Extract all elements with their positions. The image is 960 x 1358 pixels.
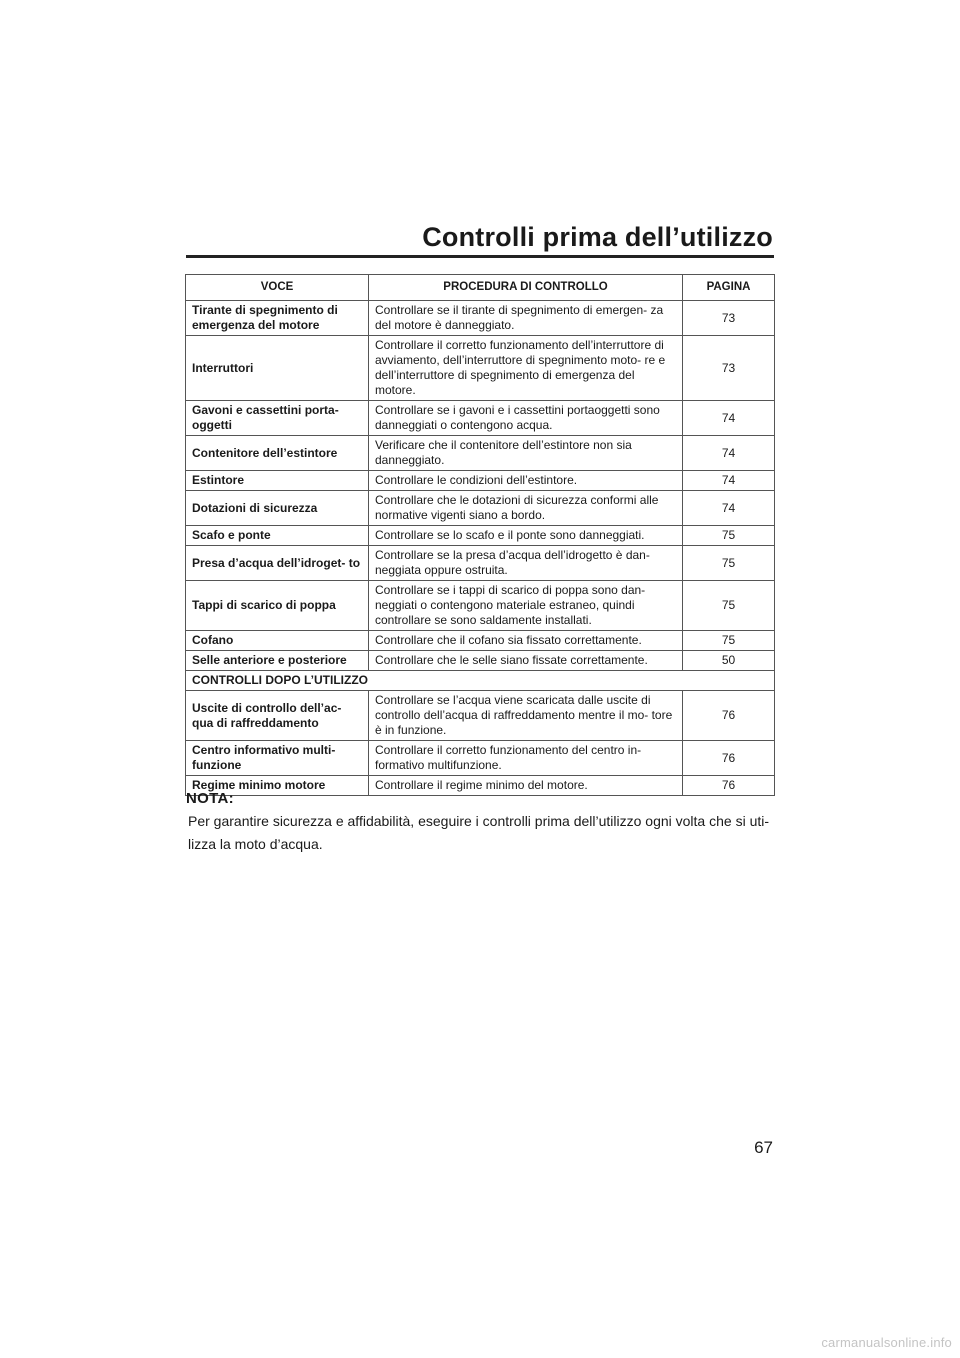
watermark: carmanualsonline.info [821, 1335, 952, 1350]
row-page: 74 [683, 491, 775, 526]
row-item: Regime minimo motore [186, 776, 369, 796]
row-item: Selle anteriore e posteriore [186, 651, 369, 671]
title-rule [186, 255, 774, 258]
row-procedure: Controllare le condizioni dell’estintore. [369, 471, 683, 491]
row-page: 74 [683, 436, 775, 471]
row-item: Tirante di spegnimento di emergenza del motore [186, 301, 369, 336]
table-row [186, 631, 775, 651]
row-item: Tappi di scarico di poppa [186, 581, 369, 631]
row-procedure: Controllare se i tappi di scarico di poppa sono dan- neggiati o contengono materiale estraneo, quindi controllare se sono saldamente installati. [369, 581, 683, 631]
row-page: 75 [683, 631, 775, 651]
row-procedure: Controllare se il tirante di spegnimento di emergen- za del motore è danneggiato. [369, 301, 683, 336]
note-block [187, 790, 777, 856]
row-page: 75 [683, 581, 775, 631]
row-item: Presa d’acqua dell’idroget- to [186, 546, 369, 581]
table-row [186, 491, 775, 526]
note-title: NOTA: [186, 790, 234, 807]
row-page: 75 [683, 526, 775, 546]
row-page: 76 [683, 741, 775, 776]
row-item: Cofano [186, 631, 369, 651]
table-row [186, 741, 775, 776]
column-header-procedure: PROCEDURA DI CONTROLLO [369, 275, 683, 301]
page-title: Controlli prima dell’utilizzo [422, 222, 773, 252]
row-item: Estintore [186, 471, 369, 491]
row-procedure: Controllare se la presa d’acqua dell’idrogetto è dan- neggiata oppure ostruita. [369, 546, 683, 581]
row-procedure: Controllare che le dotazioni di sicurezza conformi alle normative vigenti siano a bordo. [369, 491, 683, 526]
row-page: 50 [683, 651, 775, 671]
table-row [186, 471, 775, 491]
row-page: 74 [683, 471, 775, 491]
row-page: 74 [683, 401, 775, 436]
row-item: Contenitore dell’estintore [186, 436, 369, 471]
table-header-row [186, 275, 775, 301]
section-header-row [186, 671, 775, 691]
row-procedure: Controllare che il cofano sia fissato correttamente. [369, 631, 683, 651]
row-procedure: Controllare che le selle siano fissate correttamente. [369, 651, 683, 671]
row-item: Scafo e ponte [186, 526, 369, 546]
table-row [186, 401, 775, 436]
row-page: 73 [683, 301, 775, 336]
column-header-page: PAGINA [683, 275, 775, 301]
row-item: Centro informativo multi- funzione [186, 741, 369, 776]
table-row [186, 691, 775, 741]
inspection-table [185, 274, 775, 796]
row-item: Interruttori [186, 336, 369, 401]
row-item: Gavoni e cassettini porta- oggetti [186, 401, 369, 436]
row-procedure: Verificare che il contenitore dell’estintore non sia danneggiato. [369, 436, 683, 471]
row-procedure: Controllare il corretto funzionamento dell’interruttore di avviamento, dell’interruttore di spegnimento moto- re e dell’interruttore di spegnimento di emergenza del motore. [369, 336, 683, 401]
row-page: 76 [683, 776, 775, 796]
row-procedure: Controllare il regime minimo del motore. [369, 776, 683, 796]
row-page: 75 [683, 546, 775, 581]
row-page: 76 [683, 691, 775, 741]
table-row [186, 651, 775, 671]
table-row [186, 581, 775, 631]
column-header-item: VOCE [186, 275, 369, 301]
table-row [186, 546, 775, 581]
row-item: Dotazioni di sicurezza [186, 491, 369, 526]
row-item: Uscite di controllo dell’ac- qua di raffreddamento [186, 691, 369, 741]
table-row [186, 336, 775, 401]
table-row [186, 526, 775, 546]
section-header-after-use: CONTROLLI DOPO L’UTILIZZO [186, 671, 775, 691]
row-procedure: Controllare se l’acqua viene scaricata dalle uscite di controllo dell’acqua di raffreddamento mentre il mo- tore è in funzione. [369, 691, 683, 741]
page-number: 67 [754, 1138, 773, 1157]
row-page: 73 [683, 336, 775, 401]
table-row [186, 436, 775, 471]
table-row [186, 301, 775, 336]
row-procedure: Controllare se lo scafo e il ponte sono danneggiati. [369, 526, 683, 546]
row-procedure: Controllare il corretto funzionamento del centro in- formativo multifunzione. [369, 741, 683, 776]
row-procedure: Controllare se i gavoni e i cassettini portaoggetti sono danneggiati o contengono acqua. [369, 401, 683, 436]
note-text: Per garantire sicurezza e affidabilità, eseguire i controlli prima dell’utilizzo ogni volta che si uti- lizza la moto d’acqua. [188, 813, 770, 852]
